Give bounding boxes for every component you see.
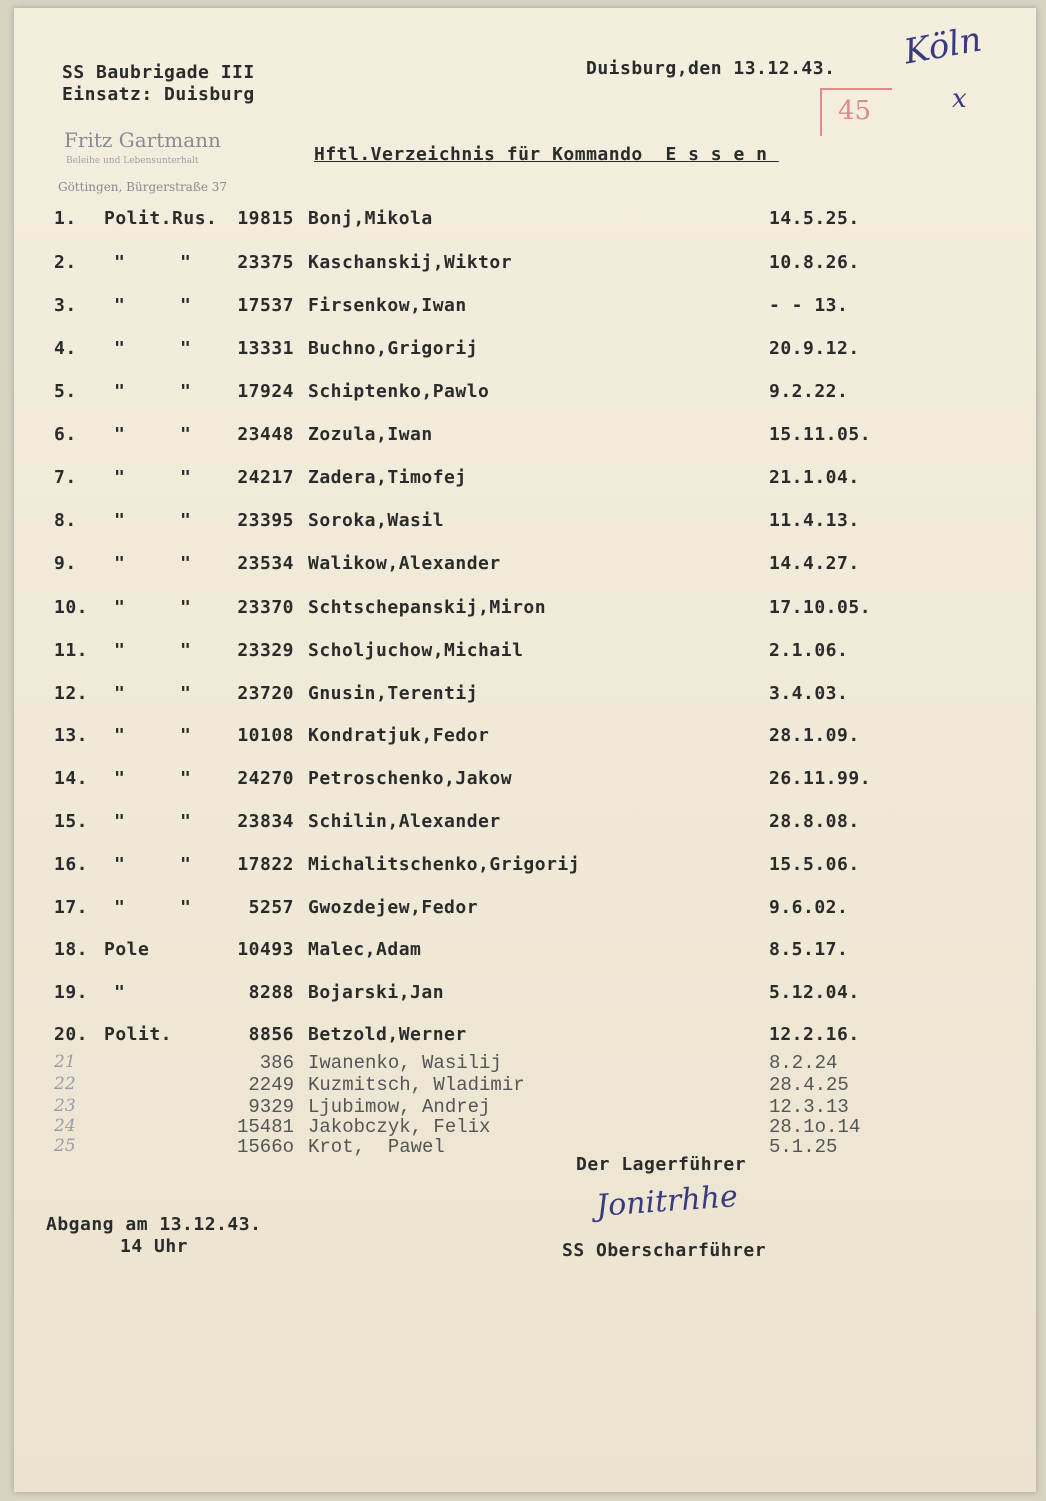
ditto-mark: " [180, 597, 192, 618]
ditto-mark: " [114, 338, 126, 359]
birth-date: 12.3.13 [769, 1096, 849, 1118]
birth-date: 15.11.05. [769, 424, 872, 445]
prisoner-number: 15481 [236, 1116, 294, 1138]
prisoner-name: Kondratjuk,Fedor [308, 725, 490, 746]
ditto-mark: " [114, 811, 126, 832]
row-number: 13. [54, 725, 89, 746]
ditto-mark: " [180, 768, 192, 789]
table-row [14, 1024, 1036, 1050]
ditto-mark: " [114, 982, 126, 1003]
prisoner-number: 23329 [237, 640, 294, 661]
prisoner-number: 1566o [236, 1136, 294, 1158]
table-row [14, 811, 1036, 837]
table-row [14, 640, 1036, 666]
departure-line-1: Abgang am 13.12.43. [46, 1214, 262, 1235]
row-number: 19. [54, 982, 89, 1003]
birth-date: 9.2.22. [769, 381, 849, 402]
row-number: 7. [54, 467, 77, 488]
ditto-mark: " [114, 768, 126, 789]
birth-date: 8.5.17. [769, 939, 849, 960]
ditto-mark: " [180, 467, 192, 488]
table-row [14, 467, 1036, 493]
ditto-mark: " [114, 897, 126, 918]
birth-date: 17.10.05. [769, 597, 872, 618]
prisoner-name: Kaschanskij,Wiktor [308, 252, 513, 273]
prisoner-name: Ljubimow, Andrej [308, 1096, 491, 1118]
org-line-1: SS Baubrigade III [62, 62, 255, 83]
table-row [14, 939, 1036, 965]
prisoner-number: 8288 [248, 982, 294, 1003]
prisoner-name: Soroka,Wasil [308, 510, 445, 531]
ditto-mark: " [180, 338, 192, 359]
row-number: 8. [54, 510, 77, 531]
row-number: 14. [54, 768, 89, 789]
birth-date: 28.1.09. [769, 725, 860, 746]
prisoner-name: Walikow,Alexander [308, 553, 501, 574]
prisoner-name: Zadera,Timofej [308, 467, 467, 488]
birth-date: - - 13. [769, 295, 849, 316]
table-row [14, 295, 1036, 321]
prisoner-number: 10108 [237, 725, 294, 746]
prisoner-name: Malec,Adam [308, 939, 422, 960]
stamp-subline: Beleihe und Lebensunterhalt [66, 156, 199, 166]
ditto-mark: " [114, 295, 126, 316]
row-number: 15. [54, 811, 89, 832]
ditto-mark: " [180, 725, 192, 746]
birth-date: 11.4.13. [769, 510, 860, 531]
row-number: 12. [54, 683, 89, 704]
prisoner-number: 23448 [237, 424, 294, 445]
prisoner-number: 9329 [248, 1096, 294, 1118]
birth-date: 9.6.02. [769, 897, 849, 918]
ditto-mark: " [180, 553, 192, 574]
ditto-mark: " [180, 510, 192, 531]
table-row [14, 854, 1036, 880]
ditto-mark: " [114, 854, 126, 875]
birth-date: 5.12.04. [769, 982, 860, 1003]
prisoner-name: Scholjuchow,Michail [308, 640, 524, 661]
prisoner-number: 23534 [237, 553, 294, 574]
stamp-name: Fritz Gartmann [64, 128, 221, 152]
departure-line-2: 14 Uhr [120, 1236, 189, 1257]
stamp-address: Göttingen, Bürgerstraße 37 [58, 180, 228, 194]
row-number: 4. [54, 338, 77, 359]
birth-date: 3.4.03. [769, 683, 849, 704]
ditto-mark: " [114, 510, 126, 531]
row-number: 6. [54, 424, 77, 445]
table-row [14, 725, 1036, 751]
red-mark-text: 45 [838, 96, 872, 126]
prisoner-number: 386 [259, 1052, 294, 1074]
row-number: 1. [54, 208, 77, 229]
row-number: 10. [54, 597, 89, 618]
row-number: 25 [54, 1136, 76, 1156]
ditto-mark: " [114, 725, 126, 746]
ditto-mark: " [180, 683, 192, 704]
ditto-mark: " [180, 424, 192, 445]
ditto-mark: " [114, 553, 126, 574]
birth-date: 28.8.08. [769, 811, 860, 832]
signature-title: Der Lagerführer [576, 1154, 747, 1175]
prisoner-number: 13331 [237, 338, 294, 359]
prisoner-name: Bojarski,Jan [308, 982, 445, 1003]
ditto-mark: " [114, 597, 126, 618]
birth-date: 14.4.27. [769, 553, 860, 574]
row-number: 3. [54, 295, 77, 316]
birth-date: 8.2.24 [769, 1052, 838, 1074]
ditto-mark: " [180, 897, 192, 918]
ditto-mark: " [180, 381, 192, 402]
ditto-mark: " [180, 295, 192, 316]
prisoner-number: 17537 [237, 295, 294, 316]
prisoner-number: 23720 [237, 683, 294, 704]
row-number: 11. [54, 640, 89, 661]
prisoner-name: Michalitschenko,Grigorij [308, 854, 581, 875]
birth-date: 5.1.25 [769, 1136, 838, 1158]
table-row [14, 252, 1036, 278]
place-date: Duisburg,den 13.12.43. [586, 58, 836, 79]
table-row [14, 683, 1036, 709]
birth-date: 10.8.26. [769, 252, 860, 273]
table-row [14, 208, 1036, 234]
prisoner-name: Krot, Pawel [308, 1136, 445, 1158]
table-row [14, 768, 1036, 794]
table-row [14, 424, 1036, 450]
prisoner-number: 24217 [237, 467, 294, 488]
list-title: Hftl.Verzeichnis für Kommando E s s e n [314, 144, 779, 165]
table-row [14, 553, 1036, 579]
row-number: 21 [54, 1052, 76, 1072]
birth-date: 28.1o.14 [769, 1116, 861, 1138]
ditto-mark: " [114, 252, 126, 273]
table-row [14, 381, 1036, 407]
birth-date: 14.5.25. [769, 208, 860, 229]
table-row [14, 510, 1036, 536]
birth-date: 15.5.06. [769, 854, 860, 875]
prisoner-name: Gwozdejew,Fedor [308, 897, 479, 918]
ditto-mark: " [180, 854, 192, 875]
table-row [14, 338, 1036, 364]
row-number: 16. [54, 854, 89, 875]
prisoner-number: 8856 [248, 1024, 294, 1045]
table-row [14, 982, 1036, 1008]
prisoner-number: 2249 [248, 1074, 294, 1096]
prisoner-name: Betzold,Werner [308, 1024, 467, 1045]
row-number: 9. [54, 553, 77, 574]
table-row [14, 597, 1036, 623]
rank: SS Oberscharführer [562, 1240, 767, 1261]
table-row [14, 897, 1036, 923]
birth-date: 21.1.04. [769, 467, 860, 488]
row-number: 5. [54, 381, 77, 402]
row-category: Polit. [104, 1024, 173, 1045]
prisoner-name: Petroschenko,Jakow [308, 768, 513, 789]
prisoner-number: 24270 [237, 768, 294, 789]
document-page [14, 8, 1036, 1492]
prisoner-number: 17822 [237, 854, 294, 875]
prisoner-name: Jakobczyk, Felix [308, 1116, 491, 1138]
prisoner-number: 10493 [237, 939, 294, 960]
row-number: 2. [54, 252, 77, 273]
red-stamp-mark [820, 88, 892, 136]
birth-date: 28.4.25 [769, 1074, 849, 1096]
prisoner-number: 23370 [237, 597, 294, 618]
prisoner-name: Buchno,Grigorij [308, 338, 479, 359]
ditto-mark: " [114, 683, 126, 704]
ditto-mark: " [180, 640, 192, 661]
prisoner-name: Firsenkow,Iwan [308, 295, 467, 316]
row-number: 17. [54, 897, 89, 918]
row-category: Pole [104, 939, 150, 960]
ditto-mark: " [180, 811, 192, 832]
handwritten-city: Köln [901, 19, 985, 73]
prisoner-number: 23834 [237, 811, 294, 832]
prisoner-name: Zozula,Iwan [308, 424, 433, 445]
ditto-mark: " [114, 424, 126, 445]
prisoner-name: Bonj,Mikola [308, 208, 433, 229]
row-number: 20. [54, 1024, 89, 1045]
prisoner-name: Schtschepanskij,Miron [308, 597, 547, 618]
prisoner-number: 23375 [237, 252, 294, 273]
row-number: 23 [54, 1096, 76, 1116]
prisoner-name: Iwanenko, Wasilij [308, 1052, 502, 1074]
prisoner-name: Kuzmitsch, Wladimir [308, 1074, 525, 1096]
prisoner-number: 19815 [237, 208, 294, 229]
handwritten-mark: x [952, 84, 967, 114]
row-number: 18. [54, 939, 89, 960]
org-line-2: Einsatz: Duisburg [62, 84, 255, 105]
row-number: 22 [54, 1074, 76, 1094]
ditto-mark: " [114, 467, 126, 488]
ditto-mark: " [180, 252, 192, 273]
prisoner-number: 23395 [237, 510, 294, 531]
prisoner-name: Gnusin,Terentij [308, 683, 479, 704]
birth-date: 26.11.99. [769, 768, 872, 789]
prisoner-number: 17924 [237, 381, 294, 402]
ditto-mark: " [114, 381, 126, 402]
birth-date: 2.1.06. [769, 640, 849, 661]
prisoner-name: Schilin,Alexander [308, 811, 501, 832]
signature: Jonitrhhe [594, 1179, 739, 1224]
row-number: 24 [54, 1116, 76, 1136]
prisoner-name: Schiptenko,Pawlo [308, 381, 490, 402]
birth-date: 12.2.16. [769, 1024, 860, 1045]
birth-date: 20.9.12. [769, 338, 860, 359]
table-row-added [14, 1136, 1036, 1162]
row-category: Polit.Rus. [104, 208, 218, 229]
ditto-mark: " [114, 640, 126, 661]
prisoner-number: 5257 [248, 897, 294, 918]
